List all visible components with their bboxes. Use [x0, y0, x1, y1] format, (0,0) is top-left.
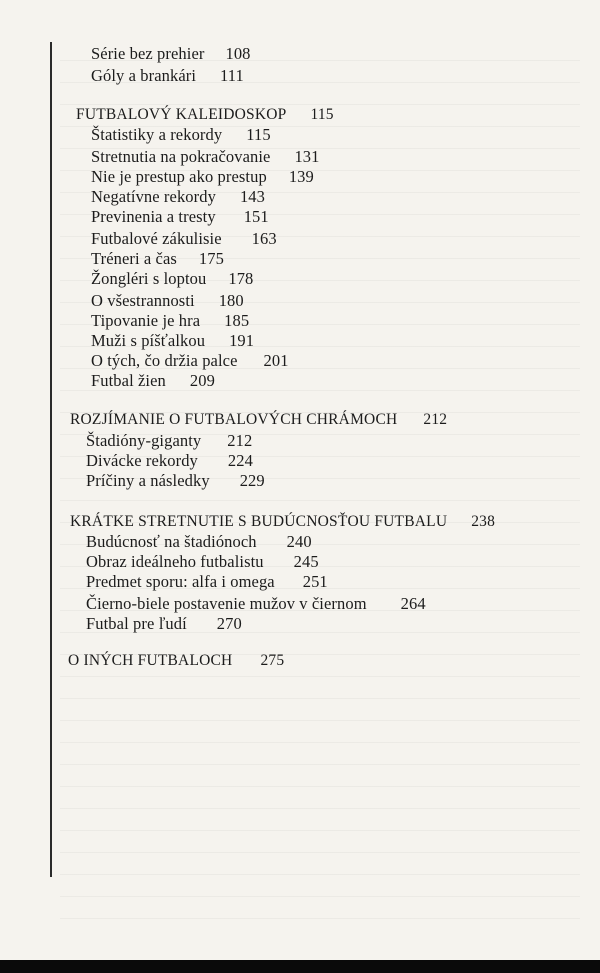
toc-page: 151 [243, 207, 269, 226]
toc-page: 178 [228, 269, 254, 288]
toc-section [70, 410, 447, 430]
toc-title: Tréneri a čas [91, 249, 177, 268]
toc-entry [86, 431, 252, 451]
toc-entry [86, 572, 328, 592]
toc-page: 191 [229, 331, 255, 350]
toc-page: 115 [246, 125, 271, 144]
toc-page: 212 [227, 431, 253, 450]
toc-page: 229 [239, 471, 265, 490]
toc-entry [91, 371, 215, 391]
toc-title: Príčiny a následky [86, 471, 210, 490]
toc-page: 175 [198, 249, 224, 268]
toc-title: Divácke rekordy [86, 451, 198, 470]
toc-page: 209 [189, 371, 215, 390]
toc-entry [86, 594, 426, 614]
toc-title: Štadióny-giganty [86, 431, 202, 450]
toc-section [70, 512, 495, 532]
toc-title: ROZJÍMANIE O FUTBALOVÝCH CHRÁMOCH [70, 411, 398, 428]
toc-title: Previnenia a tresty [91, 207, 216, 226]
toc-page: 270 [216, 614, 242, 633]
toc-title: O tých, čo držia palce [91, 351, 238, 370]
toc-title: Futbal pre ľudí [86, 614, 187, 633]
toc-title: Nie je prestup ako prestup [91, 167, 267, 186]
toc-page: 275 [260, 652, 285, 669]
toc-page: 264 [400, 594, 426, 613]
toc-page: 143 [239, 187, 266, 206]
toc-page: 180 [218, 291, 244, 310]
toc-entry [91, 331, 254, 351]
toc-entry [91, 207, 269, 227]
toc-page: 251 [302, 572, 328, 591]
toc-entry [91, 229, 277, 249]
toc-entry [91, 187, 265, 207]
toc-page: 131 [294, 147, 320, 166]
toc-title: FUTBALOVÝ KALEIDOSKOP [76, 106, 287, 123]
toc-entry [91, 44, 251, 64]
toc-entry [91, 125, 271, 145]
toc-title: Tipovanie je hra [91, 311, 201, 330]
toc-page: 245 [293, 552, 319, 571]
toc-title: Predmet sporu: alfa i omega [86, 572, 275, 591]
toc-entry [91, 269, 253, 289]
toc-title: Série bez prehier [91, 44, 205, 63]
toc-page: 108 [225, 44, 251, 63]
toc-entry [91, 311, 249, 331]
toc-title: KRÁTKE STRETNUTIE S BUDÚCNOSŤOU FUTBALU [70, 513, 448, 530]
toc-entry [86, 552, 319, 572]
toc-entry [86, 614, 242, 634]
toc-page: 139 [288, 167, 314, 186]
toc-title: O INÝCH FUTBALOCH [68, 652, 233, 669]
toc-title: Futbalové zákulisie [91, 229, 222, 248]
scan-edge [0, 960, 600, 973]
toc-page: 115 [310, 106, 334, 123]
toc-page: 111 [220, 66, 244, 85]
toc-entry [86, 471, 265, 491]
toc-entry [86, 532, 312, 552]
toc-title: Žongléri s loptou [91, 269, 207, 288]
toc-title: Obraz ideálneho futbalistu [86, 552, 264, 571]
toc-page: 185 [224, 311, 250, 330]
toc-section [76, 105, 334, 125]
toc-entry [91, 291, 244, 311]
toc-title: Stretnutia na pokračovanie [91, 147, 271, 166]
toc-page: 212 [423, 411, 448, 428]
toc-title: O všestrannosti [91, 291, 195, 310]
toc-title: Budúcnosť na štadiónoch [86, 532, 257, 551]
toc-entry [91, 147, 320, 167]
toc-page: 240 [286, 532, 312, 551]
toc-entry [91, 66, 244, 86]
margin-rule [50, 42, 52, 877]
toc-entry [91, 351, 289, 371]
toc-title: Futbal žien [91, 371, 166, 390]
toc-page: 163 [251, 229, 277, 248]
toc-title: Čierno-biele postavenie mužov v čiernom [86, 594, 367, 613]
toc-section [68, 651, 284, 671]
toc-title: Góly a brankári [91, 66, 197, 85]
toc-page: 238 [471, 513, 496, 530]
toc-page: 201 [263, 351, 289, 370]
toc-entry [86, 451, 253, 471]
toc-entry [91, 167, 314, 187]
toc-entry [91, 249, 224, 269]
toc-title: Štatistiky a rekordy [91, 125, 223, 144]
toc-title: Negatívne rekordy [91, 187, 216, 206]
toc-page: 224 [227, 451, 253, 470]
toc-title: Muži s píšťalkou [91, 331, 206, 350]
